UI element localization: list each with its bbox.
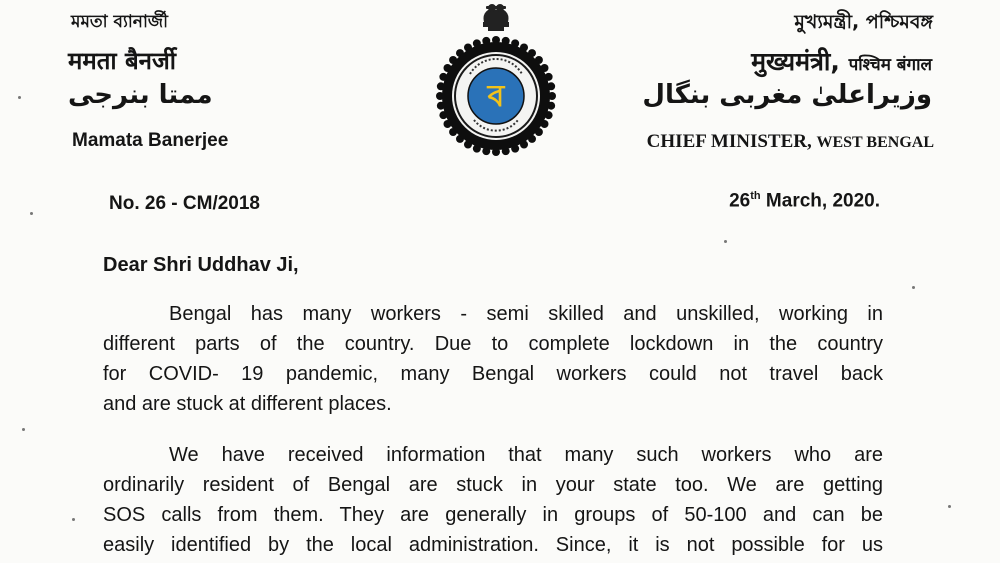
paragraph-line: SOS calls from them. They are generally in groups of 50-100 and can be: [103, 504, 883, 526]
sender-name-hindi: ममता बैनर्जी: [68, 47, 177, 75]
paragraph-line: easily identified by the local administration. Since, it is not possible for us: [103, 534, 883, 556]
west-bengal-emblem-icon: [436, 0, 556, 160]
salutation: Dear Shri Uddhav Ji,: [103, 254, 299, 276]
office-title-hindi: [751, 44, 932, 78]
scan-speck: [72, 518, 75, 521]
date-suffix: th: [750, 190, 761, 202]
scan-speck: [18, 96, 21, 99]
office-title-english-state: WEST BENGAL: [816, 134, 934, 151]
office-title-hindi-state: पश्चिम बंगाल: [848, 55, 932, 75]
scan-speck: [724, 240, 727, 243]
paragraph-line: different parts of the country. Due to complete lockdown in the country: [103, 333, 883, 355]
body-paragraph: [103, 299, 883, 419]
paragraph-line: for COVID- 19 pandemic, many Bengal workers could not travel back: [103, 363, 883, 385]
office-title-urdu: وزیراعلیٰ مغربی بنگال: [642, 80, 932, 110]
paragraph-line: ordinarily resident of Bengal are stuck in your state too. We are getting: [103, 474, 883, 496]
letter-date: [729, 190, 880, 212]
reference-number: No. 26 - CM/2018: [109, 193, 260, 214]
date-month-year: March, 2020.: [765, 190, 880, 212]
date-day: 26: [729, 190, 751, 212]
scan-speck: [912, 286, 915, 289]
office-title-hindi-main: मुख्यमंत्री,: [751, 47, 840, 76]
sender-name-bengali: মমতা ব্যানার্জী: [71, 12, 168, 32]
scan-speck: [948, 505, 951, 508]
scan-speck: [22, 428, 25, 431]
paragraph-line: Bengal has many workers - semi skilled and unskilled, working in: [169, 303, 883, 325]
office-title-english-main: CHIEF MINISTER,: [646, 131, 812, 152]
body-paragraph: [103, 440, 883, 560]
paragraph-line: We have received information that many such workers who are: [169, 444, 883, 466]
paragraph-line: and are stuck at different places.: [103, 393, 392, 415]
scan-speck: [30, 212, 33, 215]
office-title-english: [647, 131, 934, 153]
emblem-letter: ব: [487, 79, 505, 114]
sender-name-urdu: ممتا بنرجی: [68, 80, 213, 110]
sender-name-english: Mamata Banerjee: [72, 130, 229, 151]
office-title-bengali: মুখ্যমন্ত্রী, পশ্চিমবঙ্গ: [794, 11, 933, 33]
state-emblem: [436, 0, 556, 160]
